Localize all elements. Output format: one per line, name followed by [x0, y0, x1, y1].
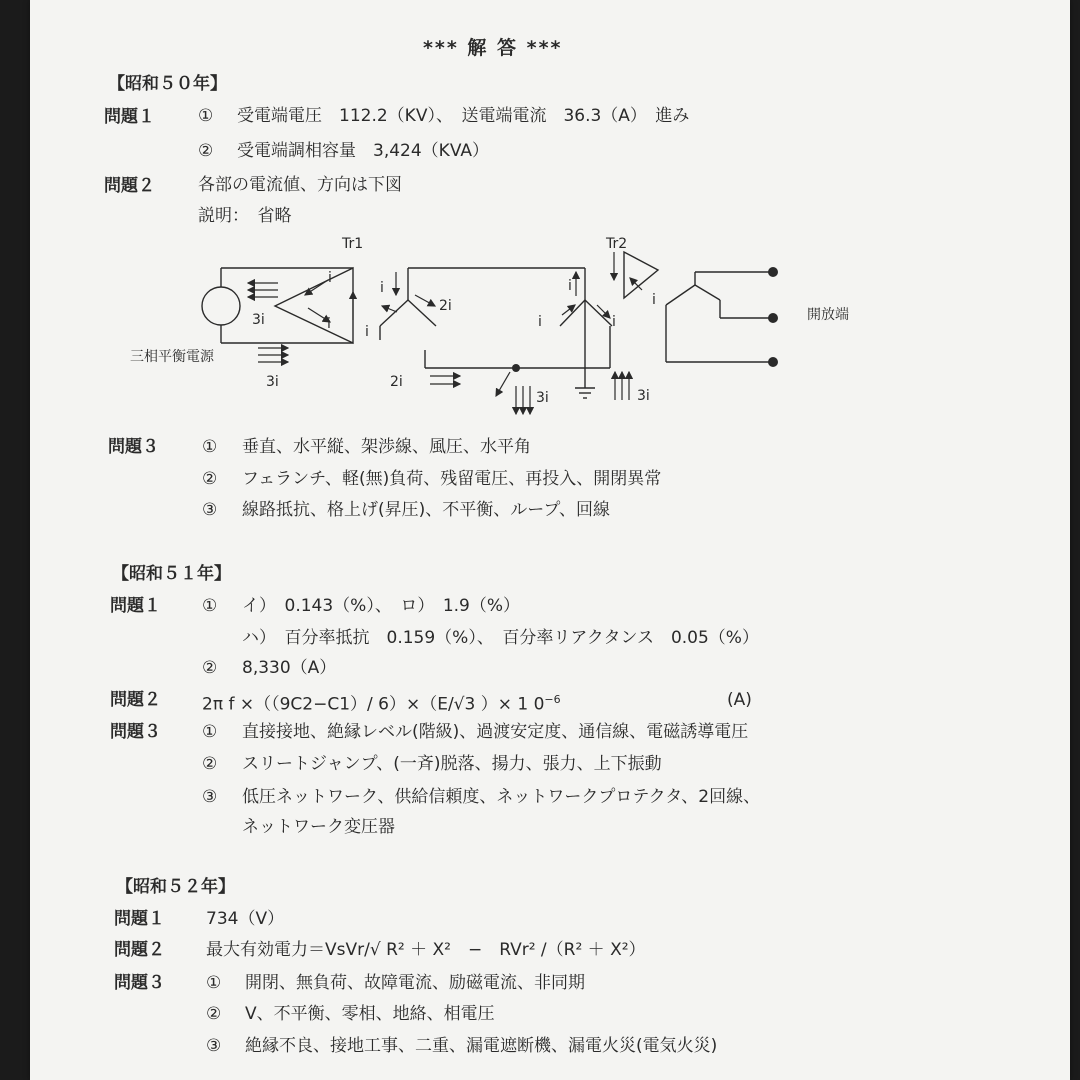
answer-text: 開閉、無負荷、故障電流、励磁電流、非同期	[245, 973, 585, 993]
answer-text: フェランチ、軽(無)負荷、残留電圧、再投入、開閉異常	[242, 469, 662, 489]
answer-text: ハ） 百分率抵抗 0.159（%）、 百分率リアクタンス 0.05（%）	[242, 628, 759, 648]
current-label: 3i	[266, 374, 279, 390]
item-number: ③	[206, 1036, 222, 1056]
item-number: ②	[198, 141, 214, 161]
current-label: 3i	[252, 312, 265, 328]
item-number: ③	[202, 500, 218, 520]
answer-text: 垂直、水平縦、架渉線、風圧、水平角	[242, 437, 531, 457]
answer-text: 低圧ネットワーク、供給信頼度、ネットワークプロテクタ、2回線、	[242, 787, 761, 807]
answer-text: 受電端調相容量 3,424（KVA）	[237, 141, 489, 161]
answer-text: 直接接地、絶縁レベル(階級)、過渡安定度、通信線、電磁誘導電圧	[242, 722, 749, 742]
current-label: i	[652, 292, 656, 308]
question-label: 問題３	[110, 722, 161, 742]
question-label: 問題３	[114, 973, 165, 993]
answer-text: イ） 0.143（%）、 ロ） 1.9（%）	[242, 596, 521, 616]
item-number: ②	[206, 1004, 222, 1024]
tr2-label: Tr2	[606, 236, 628, 252]
current-label: i	[328, 270, 332, 286]
tr1-delta	[275, 268, 353, 343]
current-label: 3i	[536, 390, 549, 406]
answer-text: 絶縁不良、接地工事、二重、漏電遮断機、漏電火災(電気火災)	[245, 1036, 718, 1056]
current-label: 2i	[439, 298, 452, 314]
answer-text: ネットワーク変圧器	[242, 817, 395, 837]
item-number: ②	[202, 658, 218, 678]
item-number: ①	[202, 437, 218, 457]
current-label: 3i	[637, 388, 650, 404]
item-number: ①	[202, 722, 218, 742]
answer-text: 説明： 省略	[198, 206, 292, 226]
item-number: ①	[198, 106, 214, 126]
answer-text: 8,330（A）	[242, 658, 337, 678]
section-header-s51: 【昭和５１年】	[112, 564, 231, 584]
section-header-s52: 【昭和５２年】	[116, 877, 235, 897]
item-number: ③	[202, 787, 218, 807]
answer-text: 受電端電圧 112.2（KV）、 送電端電流 36.3（A） 進み	[237, 106, 690, 126]
current-label: i	[365, 324, 369, 340]
formula	[202, 690, 561, 715]
item-number: ①	[206, 973, 222, 993]
question-label: 問題２	[114, 940, 165, 960]
question-label: 問題１	[114, 909, 165, 929]
question-label: 問題２	[110, 690, 161, 710]
item-number: ②	[202, 754, 218, 774]
current-label: i	[612, 314, 616, 330]
current-label: i	[568, 278, 572, 294]
section-header-s50: 【昭和５０年】	[108, 74, 227, 94]
formula: 最大有効電力＝VsVr/√ R² ＋ X² − RVr² /（R² ＋ X²）	[206, 940, 646, 960]
answer-text: V、不平衡、零相、地絡、相電圧	[245, 1004, 495, 1024]
source-symbol	[202, 287, 240, 325]
open-end-label: 開放端	[807, 307, 849, 323]
answer-sheet	[30, 0, 1070, 1080]
page-title: *** 解 答 ***	[423, 37, 563, 59]
question-label: 問題１	[110, 596, 161, 616]
current-label: i	[380, 280, 384, 296]
answer-text: 線路抵抗、格上げ(昇圧)、不平衡、ループ、回線	[242, 500, 611, 520]
question-label: 問題２	[104, 176, 155, 196]
tr1-label: Tr1	[342, 236, 364, 252]
item-number: ②	[202, 469, 218, 489]
current-label: i	[327, 316, 331, 332]
question-label: 問題１	[104, 107, 155, 127]
formula-exponent: −6	[544, 693, 561, 706]
item-number: ①	[202, 596, 218, 616]
current-label: i	[538, 314, 542, 330]
formula-unit: (A)	[727, 690, 752, 710]
answer-text: スリートジャンプ、(一斉)脱落、揚力、張力、上下振動	[242, 754, 662, 774]
answer-text: 各部の電流値、方向は下図	[198, 175, 402, 195]
current-label: 2i	[390, 374, 403, 390]
formula-body: 2π f ×（（9C2−C1）/ 6）×（E/√3 ）× 1 0	[202, 694, 545, 715]
question-label: 問題３	[108, 437, 159, 457]
source-label: 三相平衡電源	[130, 349, 214, 365]
answer-text: 734（V）	[206, 909, 285, 929]
